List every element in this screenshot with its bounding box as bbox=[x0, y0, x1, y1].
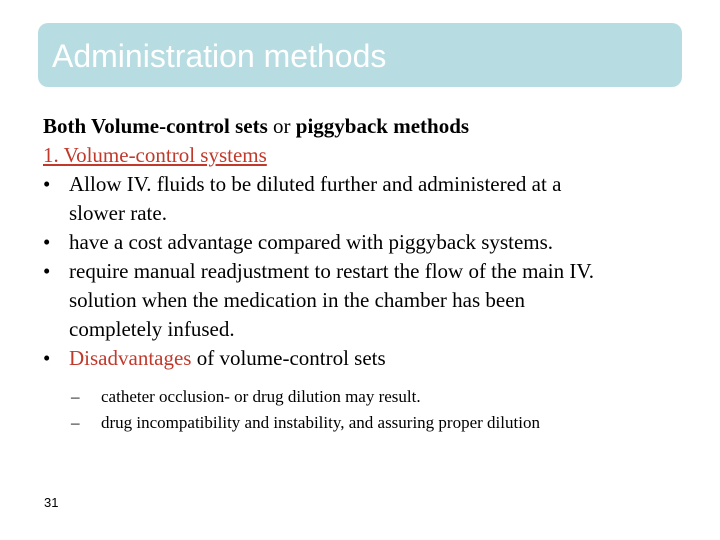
bullet-text: have a cost advantage compared with piggyback systems. bbox=[69, 230, 554, 254]
bullet-text: Allow IV. fluids to be diluted further and administered at a bbox=[69, 172, 562, 196]
sub-bullet-text: catheter occlusion- or drug dilution may result. bbox=[101, 387, 421, 406]
disadvantages-highlight: Disadvantages bbox=[69, 346, 192, 370]
sub-bullet-marker: – bbox=[71, 387, 80, 406]
sub-bullet-item bbox=[43, 384, 693, 410]
bullet-item bbox=[43, 228, 693, 257]
intro-line bbox=[43, 112, 693, 141]
slide-title-bar bbox=[38, 23, 682, 87]
bullet-marker: • bbox=[43, 259, 51, 283]
bullet-text: solution when the medication in the chamber has been bbox=[69, 288, 526, 312]
slide-body bbox=[43, 112, 693, 436]
intro-bold-1: Both Volume-control sets bbox=[43, 114, 268, 138]
sub-bullet-item bbox=[43, 410, 693, 436]
bullet-marker: • bbox=[43, 172, 51, 196]
bullet-item bbox=[43, 257, 693, 344]
bullet-text: completely infused. bbox=[69, 317, 235, 341]
slide-title: Administration methods bbox=[52, 37, 387, 74]
bullet-text: slower rate. bbox=[69, 201, 167, 225]
sub-bullet-text: drug incompatibility and instability, and assuring proper dilution bbox=[101, 413, 540, 432]
bullet-item bbox=[43, 344, 693, 373]
intro-connector: or bbox=[267, 114, 296, 138]
spacer bbox=[43, 373, 693, 384]
bullet-text bbox=[69, 344, 693, 373]
bullet-text: require manual readjustment to restart the flow of the main IV. bbox=[69, 259, 595, 283]
bullet-item bbox=[43, 170, 693, 228]
bullet-marker: • bbox=[43, 346, 51, 370]
bullet-marker: • bbox=[43, 230, 51, 254]
page-number: 31 bbox=[44, 495, 59, 510]
section-heading: 1. Volume-control systems bbox=[43, 143, 267, 167]
disadvantages-rest: of volume-control sets bbox=[191, 346, 386, 370]
sub-bullet-marker: – bbox=[71, 413, 80, 432]
intro-bold-2: piggyback methods bbox=[295, 114, 470, 138]
